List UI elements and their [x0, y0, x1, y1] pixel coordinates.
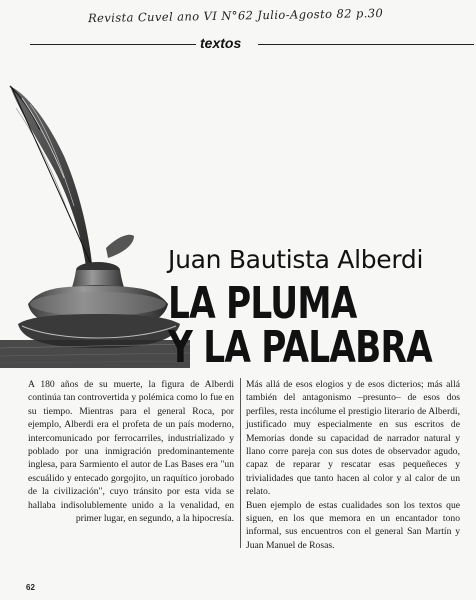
- paragraph: Más allá de esos elogios y de esos dicterios; más allá también del antagonismo –presunto– de esos dos perfiles, resta incólume el prestigio literario de Alberdi, justificado muy especialmente en sus escritos de Memorias donde su capacidad de narrador natural y llano corre pareja con sus dotes de observador agudo, capaz de reparar y rescatar esas pequeñeces y trivialidades que tanto hacen al color y al calor de un relato.: [246, 379, 460, 498]
- header-rule-right: [258, 44, 474, 45]
- section-label: textos: [200, 35, 242, 51]
- paragraph: A 180 años de su muerte, la figura de Alberdi continúa tan controvertida y polémica como lo fue en su tiempo. Mientras para el general Roca, por ejemplo, Alberdi era el profeta de un país moderno, intercomunicado por ferrocarriles, industrializado y poblado por una inmigración predominantemente inglesa, para Sarmiento el autor de Las Bases era "un escuálido y entecado gorgojito, un raquítico jorobado de la civilización", cuyo tránsito por esta vida se hallaba indisolublemente unido a la venalidad, en primer lugar, en segundo, a la hipocresía.: [28, 379, 234, 525]
- page-number: 62: [26, 583, 35, 592]
- article-column-left: [28, 378, 234, 525]
- handwritten-annotation: Revista Cuvel ano VI N°62 Julio-Agosto 82 p.30: [87, 5, 384, 26]
- article-column-right: [246, 378, 460, 552]
- column-divider: [240, 378, 241, 548]
- paragraph: Buen ejemplo de estas cualidades son los textos que siguen, en los que memora en un encantador tono informal, sus encuentros con el general San Martín y Juan Manuel de Rosas.: [246, 499, 460, 551]
- article-title-line-2: Y LA PALABRA: [168, 322, 432, 373]
- author-name: Juan Bautista Alberdi: [168, 245, 424, 274]
- article-title-line-1: LA PLUMA: [168, 278, 357, 329]
- quill-inkwell-illustration: [0, 78, 190, 368]
- header-rule-left: [30, 44, 196, 45]
